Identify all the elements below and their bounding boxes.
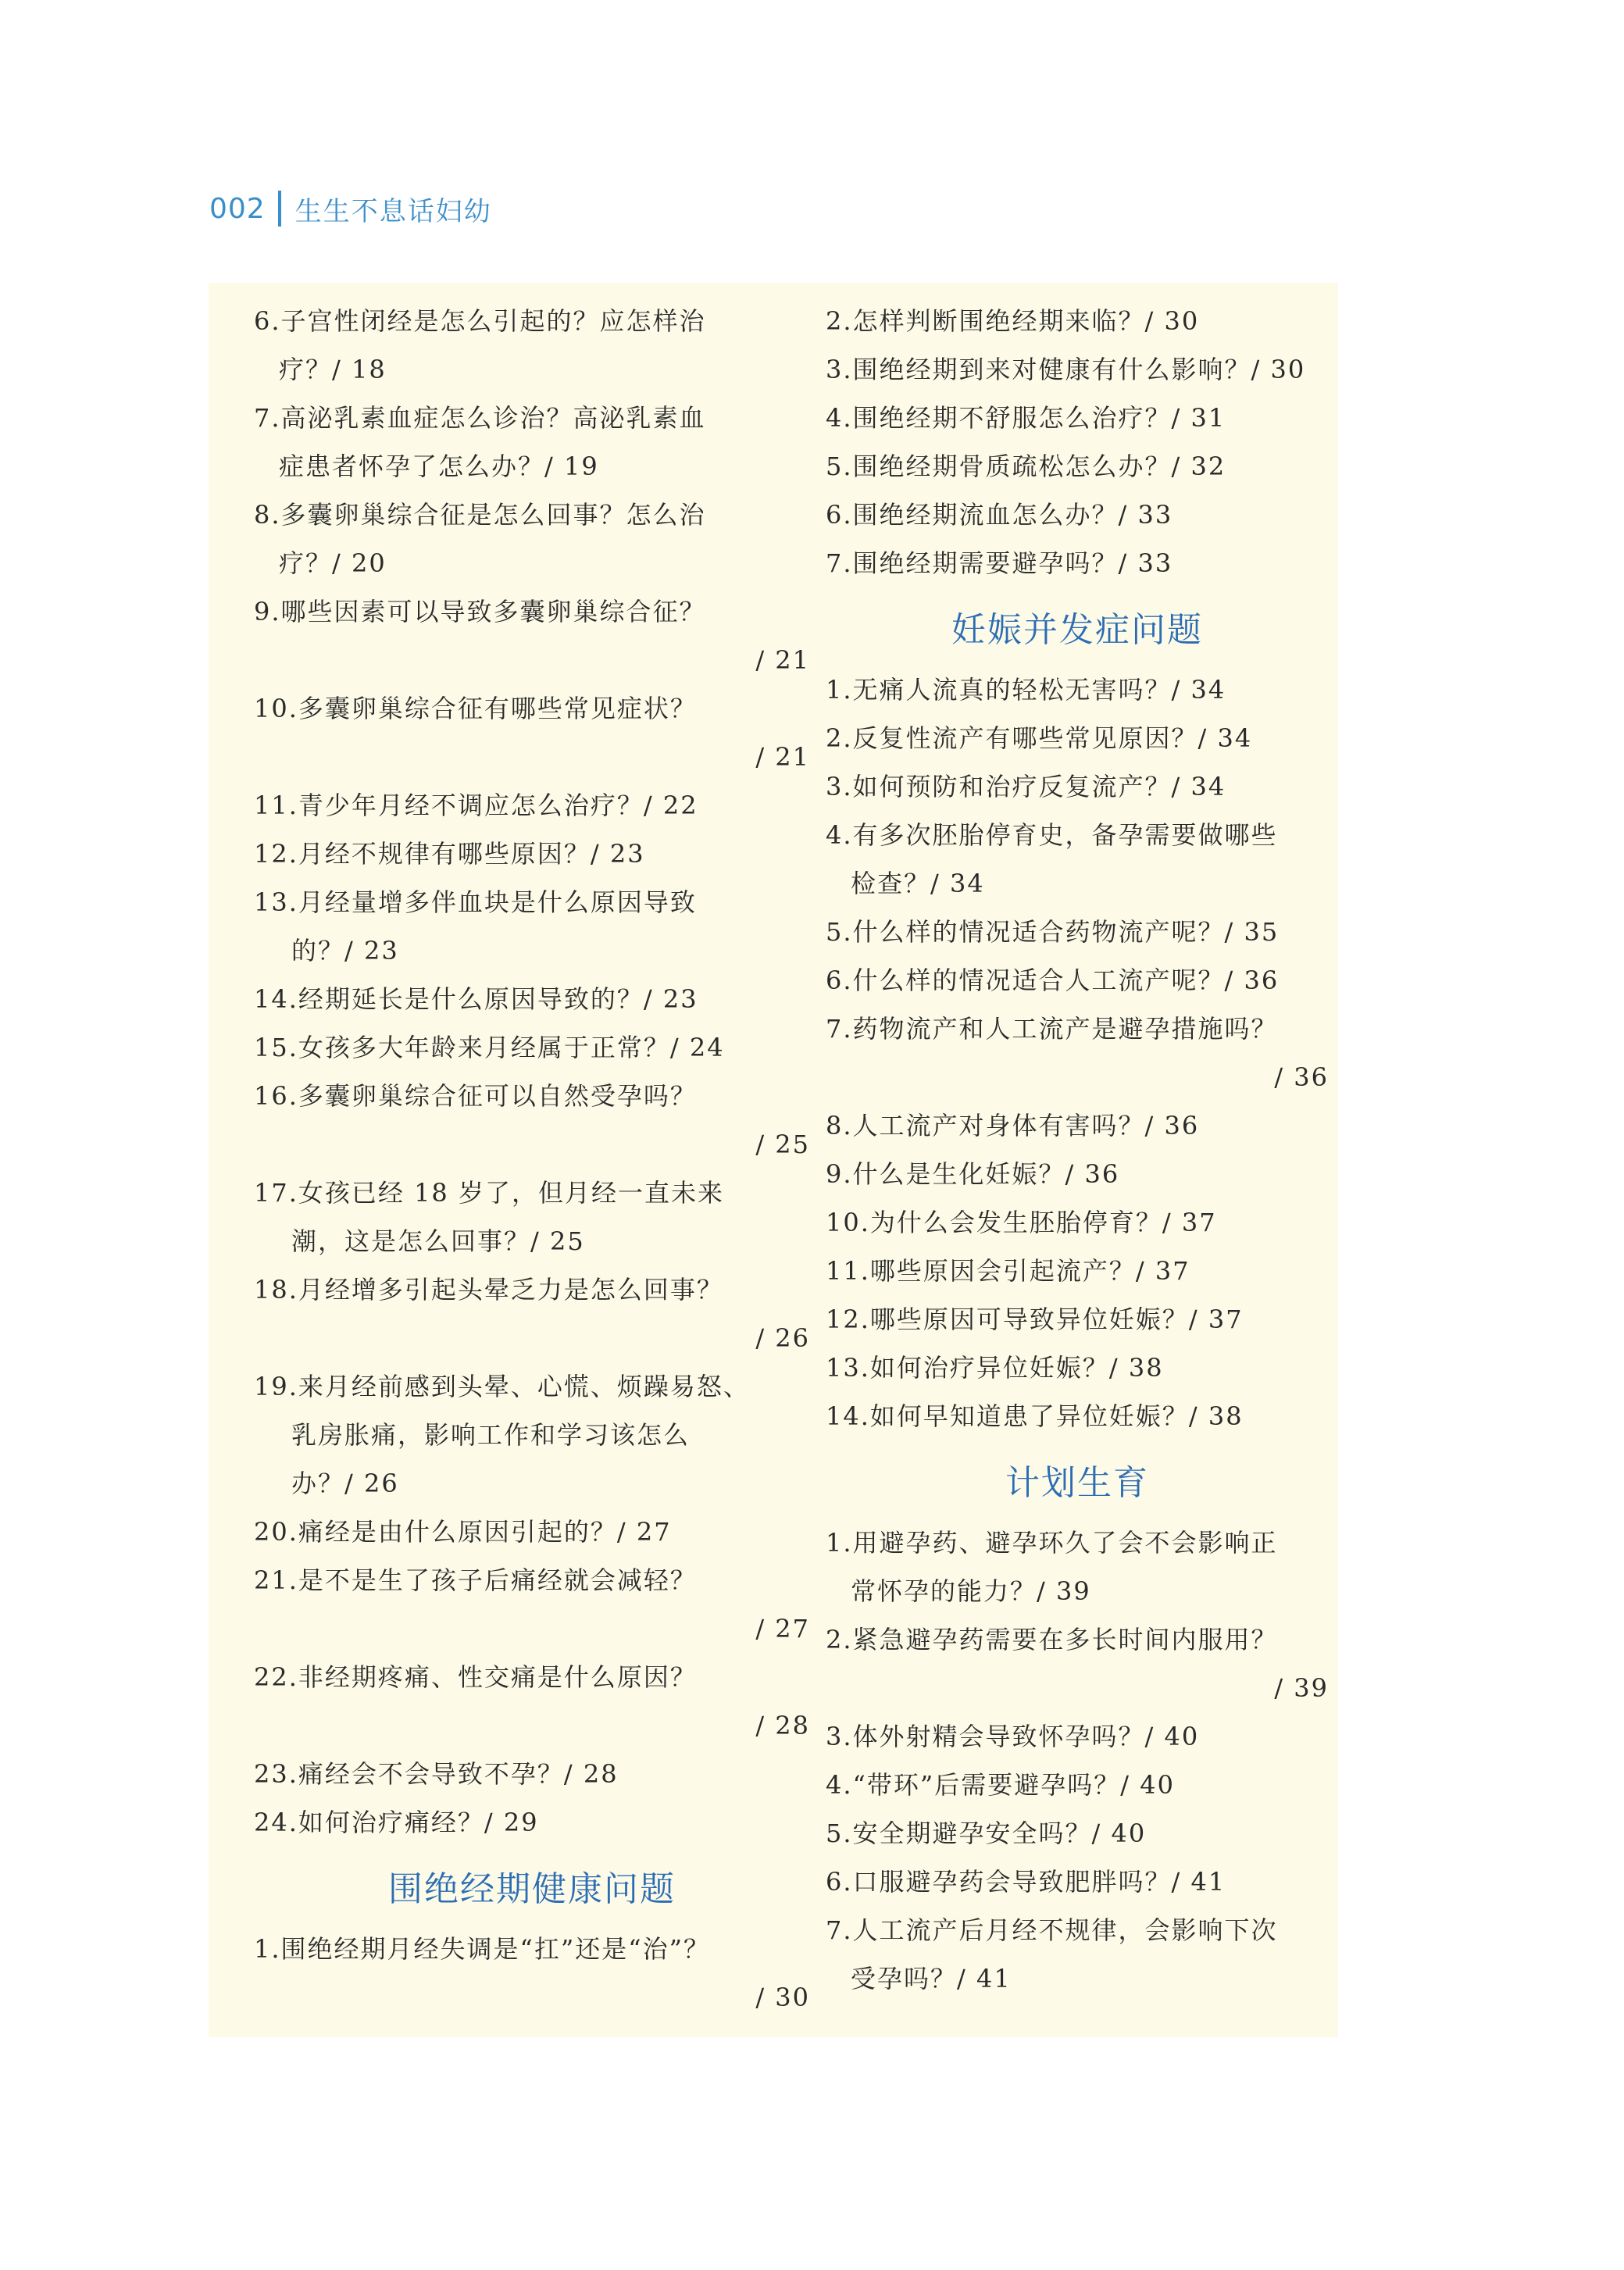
toc-entry[interactable] (826, 345, 1329, 394)
toc-entry-page: / 30 (755, 1983, 810, 2012)
toc-entry[interactable] (254, 1265, 810, 1362)
toc-entry-title: 14.如何早知道患了异位妊娠？/ 38 (826, 1401, 1244, 1431)
toc-entry[interactable] (826, 1761, 1329, 1809)
toc-entry-title: 11.青少年月经不调应怎么治疗？/ 22 (254, 791, 698, 820)
toc-entry-title: 9.哪些因素可以导致多囊卵巢综合征？ (254, 597, 706, 626)
toc-entry[interactable] (254, 1925, 810, 2022)
toc-entry[interactable] (826, 1519, 1329, 1615)
toc-entry[interactable] (254, 1362, 810, 1508)
toc-entry-title: 7.人工流产后月经不规律，会影响下次 (826, 1915, 1278, 1945)
toc-entry-title: 5.安全期避孕安全吗？/ 40 (826, 1818, 1147, 1848)
toc-entry-title: 7.药物流产和人工流产是避孕措施吗？ (826, 1014, 1278, 1044)
toc-entry-title: 3.体外射精会导致怀孕吗？/ 40 (826, 1722, 1200, 1751)
toc-entry[interactable] (826, 1150, 1329, 1198)
toc-entry-title: 20.痛经是由什么原因引起的？/ 27 (254, 1517, 672, 1547)
toc-entry[interactable] (254, 1169, 810, 1265)
toc-entry[interactable] (826, 1198, 1329, 1247)
toc-entry-continuation: 的？/ 23 (291, 936, 399, 965)
toc-entry[interactable] (826, 1101, 1329, 1150)
toc-entry[interactable] (826, 442, 1329, 491)
toc-entry-title: 10.为什么会发生胚胎停育？/ 37 (826, 1208, 1217, 1237)
toc-entry[interactable] (826, 491, 1329, 539)
toc-entry[interactable] (254, 297, 810, 394)
toc-entry-title: 21.是不是生了孩子后痛经就会减轻？ (254, 1565, 697, 1595)
toc-entry-continuation: 疗？/ 18 (279, 355, 387, 384)
toc-left-column (254, 297, 810, 2022)
toc-entry-title: 7.围绝经期需要避孕吗？/ 33 (826, 548, 1173, 578)
toc-entry[interactable] (254, 1750, 810, 1798)
toc-entry-title: 11.哪些原因会引起流产？/ 37 (826, 1256, 1190, 1286)
toc-entry[interactable] (254, 1798, 810, 1847)
toc-entry-title: 15.女孩多大年龄来月经属于正常？/ 24 (254, 1033, 725, 1062)
toc-entry-continuation: 常怀孕的能力？/ 39 (851, 1576, 1091, 1606)
toc-entry[interactable] (254, 1653, 810, 1750)
toc-entry[interactable] (826, 956, 1329, 1005)
toc-entry[interactable] (826, 1809, 1329, 1858)
toc-entry-continuation: 疗？/ 20 (279, 548, 387, 578)
toc-entry-continuation: 受孕吗？/ 41 (851, 1964, 1012, 1993)
toc-entry[interactable] (826, 394, 1329, 442)
header-divider (278, 191, 281, 227)
toc-entry-title: 8.人工流产对身体有害吗？/ 36 (826, 1111, 1200, 1140)
toc-entry-title: 10.多囊卵巢综合征有哪些常见症状？ (254, 694, 697, 723)
toc-entry-continuation: 检查？/ 34 (851, 869, 985, 898)
toc-entry-title: 16.多囊卵巢综合征可以自然受孕吗？ (254, 1081, 697, 1111)
toc-entry-continuation: 潮，这是怎么回事？/ 25 (291, 1226, 585, 1256)
toc-entry[interactable] (826, 1295, 1329, 1344)
toc-entry[interactable] (826, 1247, 1329, 1295)
toc-entry-title: 13.如何治疗异位妊娠？/ 38 (826, 1353, 1164, 1383)
toc-entry-title: 22.非经期疼痛、性交痛是什么原因？ (254, 1662, 697, 1692)
toc-entry[interactable] (254, 975, 810, 1023)
toc-entry-title: 2.怎样判断围绝经期来临？/ 30 (826, 306, 1200, 336)
toc-entry[interactable] (826, 1615, 1329, 1712)
toc-entry[interactable] (826, 714, 1329, 762)
table-of-contents (209, 283, 1338, 2037)
toc-entry-title: 13.月经量增多伴血块是什么原因导致 (254, 887, 697, 917)
toc-entry-title: 5.围绝经期骨质疏松怎么办？/ 32 (826, 452, 1226, 481)
toc-entry[interactable] (254, 830, 810, 878)
toc-entry[interactable] (254, 1072, 810, 1169)
section-heading: 围绝经期健康问题 (388, 1869, 676, 1909)
toc-entry-page: / 27 (755, 1614, 810, 1644)
toc-entry[interactable] (254, 491, 810, 587)
toc-entry-page: / 39 (1274, 1673, 1329, 1703)
page-number: 002 (209, 192, 266, 225)
toc-entry[interactable] (826, 1344, 1329, 1392)
toc-entry-title: 18.月经增多引起头晕乏力是怎么回事？ (254, 1275, 723, 1305)
toc-entry[interactable] (826, 1005, 1329, 1101)
toc-entry-page: / 25 (755, 1130, 810, 1159)
toc-entry[interactable] (826, 297, 1329, 345)
toc-entry-title: 5.什么样的情况适合药物流产呢？/ 35 (826, 917, 1280, 947)
toc-entry-title: 17.女孩已经 18 岁了，但月经一直未来 (254, 1178, 724, 1208)
toc-entry-title: 2.反复性流产有哪些常见原因？/ 34 (826, 723, 1253, 753)
toc-entry-title: 24.如何治疗痛经？/ 29 (254, 1808, 539, 1837)
toc-entry-page: / 21 (755, 742, 810, 772)
toc-entry-page: / 36 (1274, 1062, 1329, 1092)
toc-entry-title: 7.高泌乳素血症怎么诊治？高泌乳素血 (254, 403, 706, 433)
toc-entry-title: 12.月经不规律有哪些原因？/ 23 (254, 839, 645, 869)
toc-entry[interactable] (826, 1906, 1329, 2003)
toc-entry-title: 12.哪些原因可导致异位妊娠？/ 37 (826, 1305, 1244, 1334)
toc-entry[interactable] (826, 1858, 1329, 1906)
toc-entry[interactable] (254, 1023, 810, 1072)
toc-entry[interactable] (254, 684, 810, 781)
toc-entry-title: 6.口服避孕药会导致肥胖吗？/ 41 (826, 1867, 1226, 1897)
toc-entry[interactable] (254, 1556, 810, 1653)
toc-entry-title: 2.紧急避孕药需要在多长时间内服用？ (826, 1625, 1278, 1654)
toc-entry[interactable] (826, 666, 1329, 714)
toc-entry-title: 1.无痛人流真的轻松无害吗？/ 34 (826, 675, 1226, 705)
toc-entry-title: 6.什么样的情况适合人工流产呢？/ 36 (826, 965, 1280, 995)
book-title: 生生不息话妇幼 (294, 195, 492, 227)
toc-entry[interactable] (254, 878, 810, 975)
toc-entry[interactable] (826, 908, 1329, 956)
toc-entry-title: 1.围绝经期月经失调是“扛”还是“治”？ (254, 1934, 710, 1964)
toc-entry-title: 6.子宫性闭经是怎么引起的？应怎样治 (254, 306, 706, 336)
toc-entry-title: 19.来月经前感到头晕、心慌、烦躁易怒、 (254, 1372, 750, 1401)
toc-entry-title: 4.有多次胚胎停育史，备孕需要做哪些 (826, 820, 1278, 850)
toc-entry[interactable] (826, 811, 1329, 908)
toc-entry-page: / 28 (755, 1711, 810, 1740)
toc-entry-title: 4.“带环”后需要避孕吗？/ 40 (826, 1770, 1175, 1800)
toc-entry-title: 3.围绝经期到来对健康有什么影响？/ 30 (826, 355, 1306, 384)
toc-entry-page: / 26 (755, 1323, 810, 1353)
toc-entry[interactable] (826, 539, 1329, 587)
page-header (209, 190, 492, 227)
toc-entry-title: 23.痛经会不会导致不孕？/ 28 (254, 1759, 619, 1789)
toc-entry[interactable] (826, 1712, 1329, 1761)
toc-entry-title: 4.围绝经期不舒服怎么治疗？/ 31 (826, 403, 1226, 433)
toc-entry[interactable] (254, 781, 810, 830)
toc-entry-continuation: 乳房胀痛，影响工作和学习该怎么 (291, 1420, 691, 1450)
toc-entry-title: 3.如何预防和治疗反复流产？/ 34 (826, 772, 1226, 801)
toc-entry-title: 8.多囊卵巢综合征是怎么回事？怎么治 (254, 500, 706, 530)
toc-entry-continuation: 办？/ 26 (291, 1469, 399, 1498)
section-heading: 妊娠并发症问题 (951, 610, 1203, 650)
toc-entry[interactable] (254, 394, 810, 491)
toc-entry-title: 14.经期延长是什么原因导致的？/ 23 (254, 984, 698, 1014)
toc-entry-title: 1.用避孕药、避孕环久了会不会影响正 (826, 1528, 1278, 1558)
toc-entry-title: 6.围绝经期流血怎么办？/ 33 (826, 500, 1173, 530)
toc-entry[interactable] (254, 587, 810, 684)
toc-entry-page: / 21 (755, 645, 810, 675)
toc-entry-continuation: 症患者怀孕了怎么办？/ 19 (279, 452, 599, 481)
toc-entry[interactable] (254, 1508, 810, 1556)
toc-right-column (826, 297, 1329, 2003)
toc-entry[interactable] (826, 1392, 1329, 1440)
toc-entry[interactable] (826, 762, 1329, 811)
toc-entry-title: 9.什么是生化妊娠？/ 36 (826, 1159, 1120, 1189)
section-heading: 计划生育 (1005, 1463, 1149, 1503)
